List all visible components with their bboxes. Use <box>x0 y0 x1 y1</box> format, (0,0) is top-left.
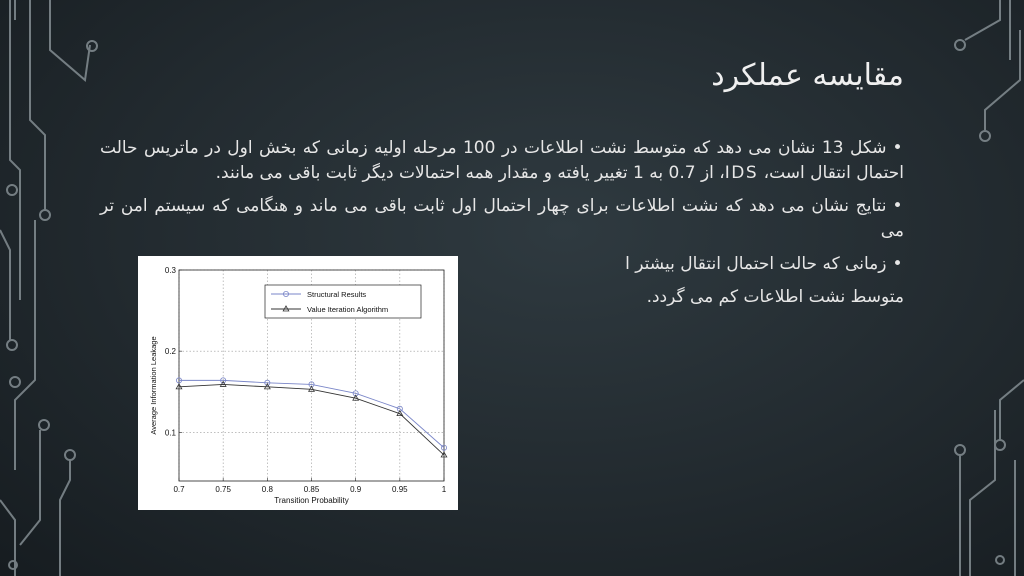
bullet-text: شکل 13 نشان می دهد که متوسط نشت اطلاعات در 100 مرحله اولیه زمانی که بخش اول در ماتریس حالت احتمال انتقال است، IDS، از 0.7 به 1 تغییر یافته و مقدار همه احتمالات دیگر ثابت باقی می مانند. <box>100 138 904 183</box>
chart-image <box>138 256 458 510</box>
bullet-dot-icon: • <box>892 138 904 158</box>
series-line <box>179 384 444 455</box>
bullet-text: زمانی که حالت احتمال انتقال بیشتر ا <box>625 254 887 274</box>
bullet-dot-icon: • <box>892 254 904 274</box>
line-chart <box>138 256 458 510</box>
x-tick-label: 0.75 <box>215 485 231 494</box>
x-tick-label: 0.7 <box>173 485 185 494</box>
bullet-item <box>100 136 904 186</box>
bullet-item <box>100 194 904 244</box>
trailing-line: متوسط نشت اطلاعات کم می گردد. <box>646 287 904 307</box>
bullet-dot-icon: • <box>892 196 904 216</box>
y-tick-label: 0.1 <box>164 428 176 438</box>
x-axis-label: Transition Probability <box>274 496 349 505</box>
x-tick-label: 0.85 <box>303 485 320 494</box>
legend-label: Structural Results <box>307 290 367 299</box>
x-tick-label: 1 <box>441 485 447 494</box>
y-axis-label: Average Information Leakage <box>149 336 158 435</box>
y-tick-label: 0.3 <box>164 266 176 275</box>
slide-title: مقایسه عملکرد <box>711 58 904 93</box>
bullet-text: نتایج نشان می دهد که نشت اطلاعات برای چهار احتمال اول ثابت باقی می ماند و هنگامی که سیستم امن تر می <box>100 196 904 241</box>
x-tick-label: 0.8 <box>261 485 273 494</box>
y-tick-label: 0.2 <box>164 347 176 357</box>
x-tick-label: 0.9 <box>350 485 362 494</box>
x-tick-label: 0.95 <box>392 485 408 494</box>
legend-label: Value Iteration Algorithm <box>307 305 389 314</box>
